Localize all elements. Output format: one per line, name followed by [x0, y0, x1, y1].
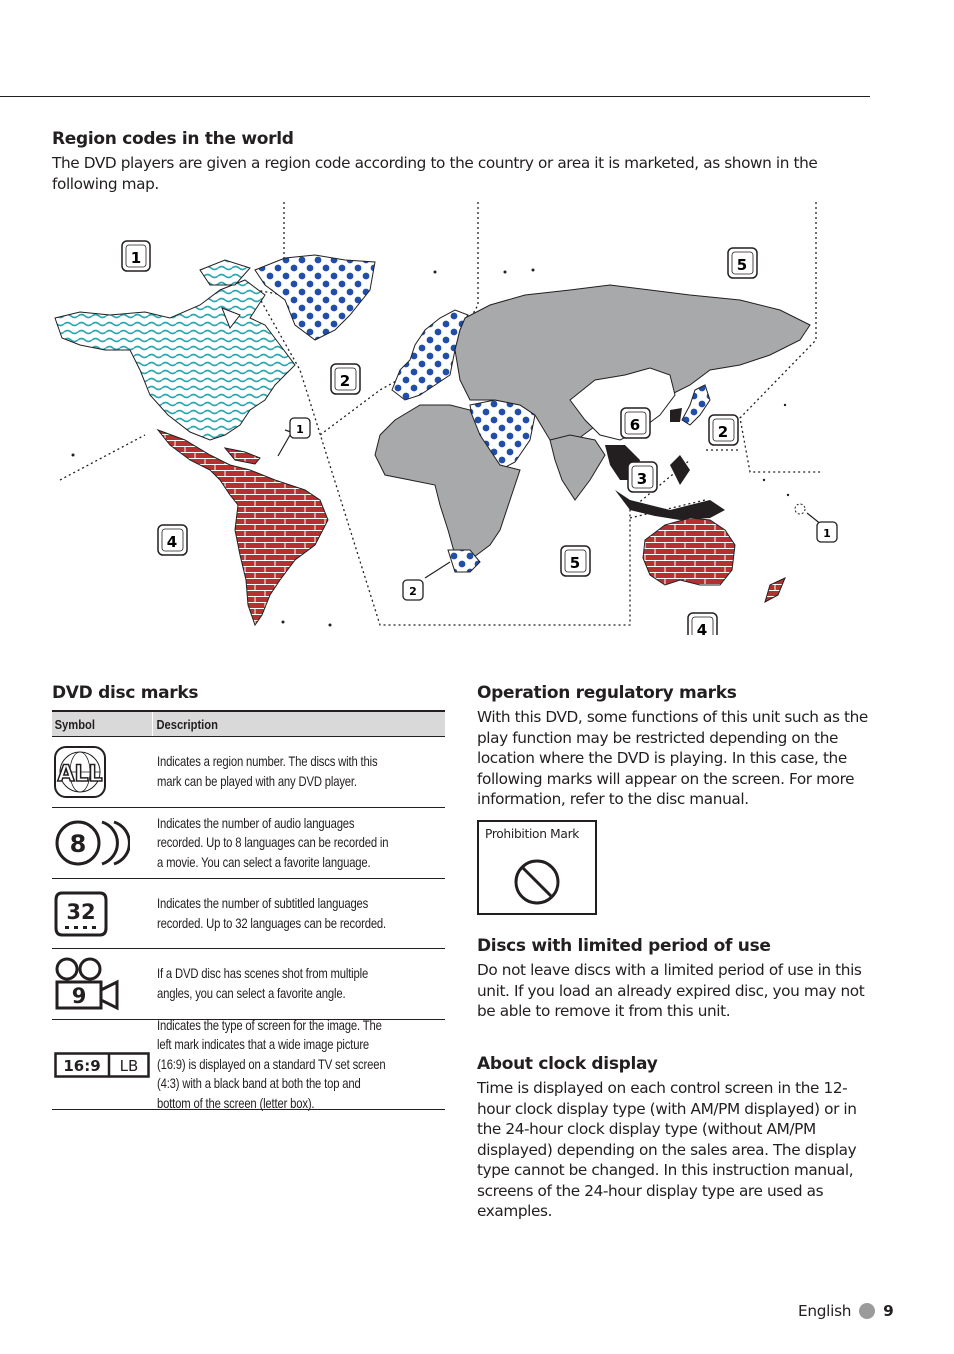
region-label	[331, 364, 360, 394]
row-description: Indicates a region number. The discs with this mark can be played with any DVD player.	[157, 754, 378, 789]
footer-language: English	[798, 1302, 852, 1320]
region-label	[122, 241, 150, 271]
clock-display-heading: About clock display	[477, 1054, 658, 1074]
svg-text:2: 2	[409, 585, 417, 598]
svg-text:32: 32	[66, 899, 96, 924]
svg-text:8: 8	[69, 830, 87, 858]
operation-marks-heading: Operation regulatory marks	[477, 683, 737, 703]
prohibition-mark-box	[477, 820, 597, 915]
page-footer	[798, 1302, 894, 1320]
table-header	[52, 710, 445, 737]
svg-text:6: 6	[629, 416, 641, 434]
dvd-marks-table	[52, 710, 445, 1110]
clock-display-text: Time is displayed on each control screen in the 12-hour clock display type (with AM/PM displayed) or in the 24-hour clock display type (without AM/PM displayed) depending on the sales area. The display type cannot be changed. In this instruction manual, screens of the 24-hour display type are used as examples.	[477, 1079, 857, 1220]
row-description: Indicates the type of screen for the image. The left mark indicates that a wide image picture (16:9) is displayed on a standard TV set screen (4:3) with a black band at both the top and bottom of the screen (letter box).	[157, 1017, 386, 1111]
region-label	[709, 415, 738, 445]
region-label	[728, 248, 757, 278]
svg-text:2: 2	[717, 423, 729, 441]
region-label	[621, 408, 650, 438]
svg-text:ALL: ALL	[57, 762, 103, 787]
svg-text:3: 3	[636, 470, 648, 488]
footer-dot-icon	[859, 1303, 875, 1319]
svg-text:4: 4	[696, 621, 708, 635]
svg-text:5: 5	[569, 554, 581, 572]
operation-marks-text: With this DVD, some functions of this unit such as the play function may be restricted depending on the location where the DVD is playing. In this case, the following marks will appear on the screen. For more information, refer to the disc manual.	[477, 708, 868, 808]
screen-type-icon	[52, 1020, 154, 1109]
limited-discs-heading: Discs with limited period of use	[477, 936, 771, 956]
region-label	[628, 462, 657, 492]
table-row	[52, 808, 445, 879]
region-all-icon	[52, 737, 154, 807]
region-label	[817, 522, 837, 542]
region-codes-heading: Region codes in the world	[52, 129, 294, 149]
svg-text:4: 4	[166, 533, 178, 551]
subtitle-languages-icon	[52, 879, 154, 948]
row-description: Indicates the number of subtitled languages recorded. Up to 32 languages can be recorded.	[157, 895, 387, 931]
region-label	[688, 613, 717, 635]
table-row	[52, 879, 445, 949]
svg-text:9: 9	[71, 984, 87, 1008]
svg-text:2: 2	[339, 372, 351, 390]
page-number: 9	[883, 1302, 894, 1320]
row-description: Indicates the number of audio languages recorded. Up to 8 languages can be recorded in a movie. You can select a favorite language.	[157, 815, 389, 870]
svg-text:LB: LB	[119, 1056, 139, 1075]
description-column-header: Description	[156, 717, 218, 732]
table-row	[52, 1017, 445, 1111]
svg-text:1: 1	[823, 527, 831, 540]
limited-discs-text: Do not leave discs with a limited period of use in this unit. If you load an already expired disc, you may not be able to remove it from this unit.	[477, 961, 865, 1020]
svg-text:1: 1	[130, 249, 142, 267]
dvd-disc-marks-heading: DVD disc marks	[52, 683, 199, 703]
prohibition-mark-label: Prohibition Mark	[485, 827, 580, 841]
region-label	[561, 546, 590, 576]
svg-text:5: 5	[736, 256, 748, 274]
region-label	[403, 580, 423, 600]
world-region-map	[50, 200, 850, 635]
top-rule	[0, 96, 870, 97]
multi-angle-icon	[52, 949, 154, 1019]
table-row	[52, 949, 445, 1020]
region-codes-text: The DVD players are given a region code according to the country or area it is marketed, as shown in the following map.	[52, 154, 818, 193]
prohibition-icon	[513, 858, 561, 906]
table-row	[52, 737, 445, 808]
row-description: If a DVD disc has scenes shot from multiple angles, you can select a favorite angle.	[157, 966, 369, 1001]
audio-languages-icon	[52, 808, 154, 878]
region-label	[290, 418, 310, 438]
region-label	[158, 525, 187, 555]
symbol-column-header: Symbol	[54, 717, 95, 732]
svg-text:1: 1	[296, 423, 304, 436]
svg-text:16:9: 16:9	[63, 1056, 101, 1075]
